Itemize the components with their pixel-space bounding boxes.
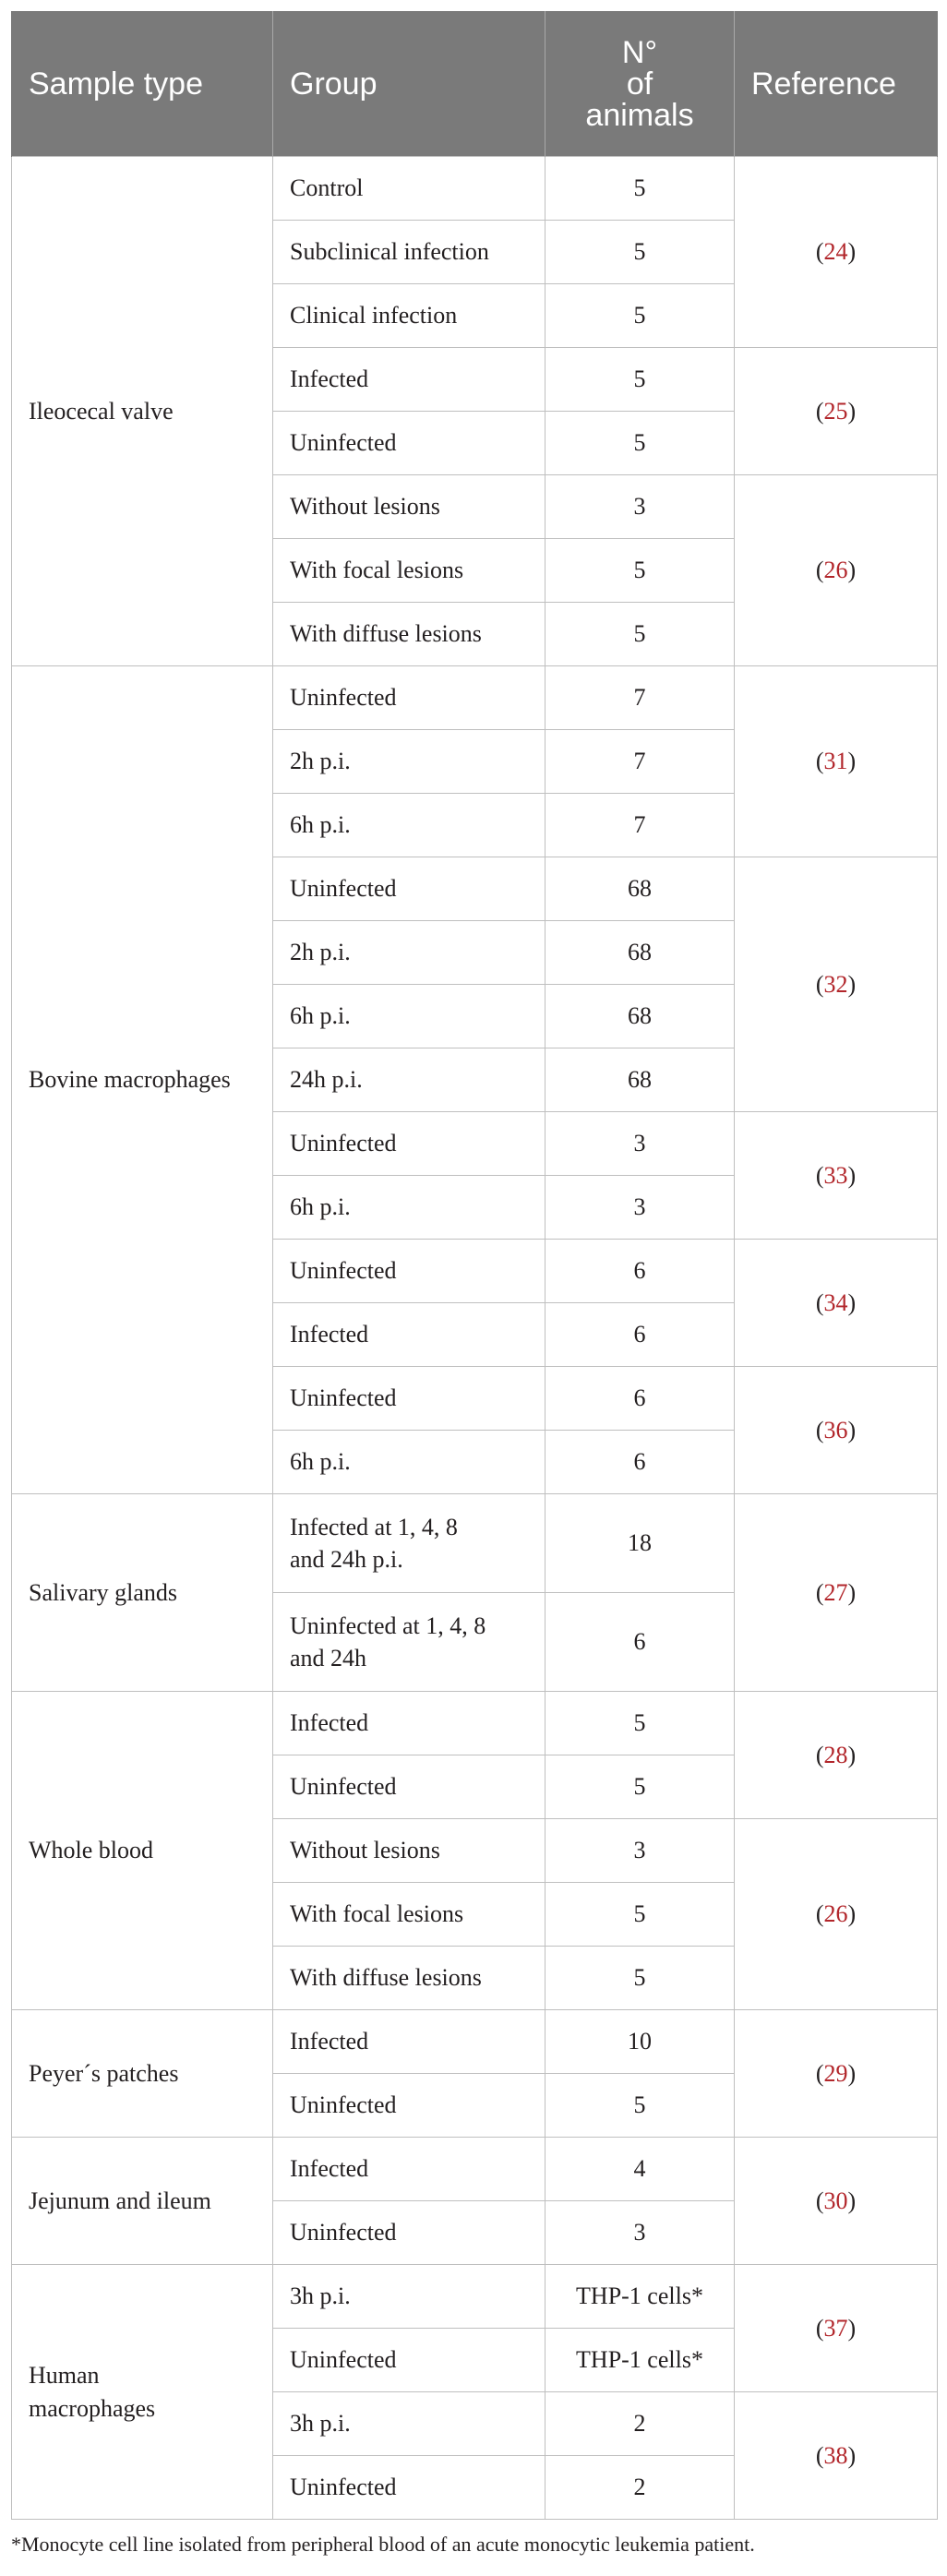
reference-link[interactable]: 24 [823,238,848,266]
n-animals-cell: 6 [545,1240,735,1303]
n-animals-cell: 4 [545,2138,735,2201]
group-cell: With focal lesions [273,1883,545,1947]
header-group: Group [273,11,545,157]
sample-type-cell [12,2265,273,2520]
reference-cell: (32) [735,857,938,1112]
n-animals-cell: 68 [545,985,735,1048]
reference-link[interactable]: 29 [823,2059,848,2087]
n-animals-cell: 7 [545,730,735,794]
group-line2: and 24h p.i. [290,1546,403,1573]
reference-cell: (33) [735,1112,938,1240]
reference-link[interactable]: 33 [823,1161,848,1189]
reference-link[interactable]: 34 [823,1288,848,1316]
group-cell: Infected [273,348,545,412]
n-animals-cell: 5 [545,1883,735,1947]
reference-link[interactable]: 26 [823,557,848,584]
reference-cell: (28) [735,1692,938,1819]
n-animals-cell: 6 [545,1367,735,1431]
reference-cell: (34) [735,1240,938,1367]
group-line2: and 24h [290,1645,367,1671]
group-cell: 24h p.i. [273,1048,545,1112]
n-animals-cell: 68 [545,857,735,921]
reference-cell: (25) [735,348,938,475]
n-animals-cell: 5 [545,1692,735,1755]
n-animals-cell: THP-1 cells* [545,2265,735,2329]
reference-link[interactable]: 31 [823,748,848,775]
group-cell: Without lesions [273,475,545,539]
group-cell [273,1593,545,1692]
n-animals-cell: 5 [545,2074,735,2138]
reference-cell: (24) [735,157,938,348]
reference-cell: (36) [735,1367,938,1494]
group-cell: Infected [273,1303,545,1367]
reference-link[interactable]: 32 [823,970,848,998]
header-n-line1: N° [621,34,658,70]
table-row [12,2138,938,2201]
sample-type-cell: Jejunum and ileum [12,2138,273,2265]
group-cell: 2h p.i. [273,730,545,794]
header-n-animals [545,11,735,157]
group-cell: Clinical infection [273,284,545,348]
group-line1: Uninfected at 1, 4, 8 [290,1611,486,1639]
group-cell: With diffuse lesions [273,603,545,666]
group-cell: Uninfected [273,1112,545,1176]
n-animals-cell: 10 [545,2010,735,2074]
group-cell: Uninfected [273,2456,545,2520]
n-animals-cell: 5 [545,1947,735,2010]
n-animals-cell: 3 [545,2201,735,2265]
group-cell: 6h p.i. [273,985,545,1048]
reference-cell: (27) [735,1494,938,1692]
sample-type-cell: Peyer´s patches [12,2010,273,2138]
n-animals-cell: 7 [545,794,735,857]
header-row [12,11,938,157]
table-container [11,11,937,2557]
n-animals-cell: 3 [545,1819,735,1883]
reference-link[interactable]: 30 [823,2187,848,2214]
group-cell: Uninfected [273,1367,545,1431]
table-header [12,11,938,157]
n-animals-cell: 2 [545,2392,735,2456]
header-n-line3: animals [585,97,694,133]
group-cell: Uninfected [273,1755,545,1819]
group-cell: Uninfected [273,1240,545,1303]
reference-link[interactable]: 26 [823,1900,848,1928]
n-animals-cell: 3 [545,1112,735,1176]
group-cell: Uninfected [273,857,545,921]
group-cell: Uninfected [273,412,545,475]
group-cell: Uninfected [273,666,545,730]
table-row [12,1494,938,1593]
reference-cell: (37) [735,2265,938,2392]
n-animals-cell: 3 [545,1176,735,1240]
n-animals-cell: 5 [545,1755,735,1819]
group-cell: Subclinical infection [273,221,545,284]
header-reference: Reference [735,11,938,157]
table-row [12,1692,938,1755]
group-cell: Uninfected [273,2074,545,2138]
n-animals-cell: 68 [545,1048,735,1112]
group-cell: 6h p.i. [273,1431,545,1494]
n-animals-cell: 5 [545,412,735,475]
group-cell: Infected [273,1692,545,1755]
samples-table [11,11,938,2520]
group-cell: Uninfected [273,2201,545,2265]
n-animals-cell: THP-1 cells* [545,2329,735,2392]
reference-cell: (26) [735,475,938,666]
reference-cell: (38) [735,2392,938,2520]
group-cell: 6h p.i. [273,1176,545,1240]
table-row [12,157,938,221]
sample-type-cell: Salivary glands [12,1494,273,1692]
n-animals-cell: 5 [545,284,735,348]
table-row [12,666,938,730]
sample-type-cell: Bovine macrophages [12,666,273,1494]
sample-type-cell: Whole blood [12,1692,273,2010]
group-cell [273,1494,545,1593]
reference-link[interactable]: 37 [823,2314,848,2342]
group-cell: Infected [273,2138,545,2201]
header-sample-type: Sample type [12,11,273,157]
group-cell: 3h p.i. [273,2265,545,2329]
n-animals-cell: 3 [545,475,735,539]
n-animals-cell: 68 [545,921,735,985]
reference-cell: (26) [735,1819,938,2010]
sample-type-cell: Ileocecal valve [12,157,273,666]
group-cell: Uninfected [273,2329,545,2392]
reference-link[interactable]: 28 [823,1741,848,1768]
reference-cell: (30) [735,2138,938,2265]
group-cell: With focal lesions [273,539,545,603]
header-n-line2: of [626,66,653,102]
n-animals-cell: 5 [545,157,735,221]
table-row [12,2010,938,2074]
n-animals-cell: 5 [545,539,735,603]
group-cell: Without lesions [273,1819,545,1883]
table-row [12,2265,938,2329]
sample-line2: macrophages [29,2394,156,2422]
reference-link[interactable]: 25 [823,397,848,425]
sample-line1: Human [29,2362,100,2390]
n-animals-cell: 5 [545,603,735,666]
table-body [12,157,938,2520]
reference-link[interactable]: 38 [823,2441,848,2469]
n-animals-cell: 6 [545,1303,735,1367]
reference-link[interactable]: 36 [823,1416,848,1444]
table-footnote: *Monocyte cell line isolated from peripheral blood of an acute monocytic leukemia patient. [11,2533,755,2556]
group-cell: 6h p.i. [273,794,545,857]
n-animals-cell: 7 [545,666,735,730]
reference-link[interactable]: 27 [823,1578,848,1606]
group-cell: Infected [273,2010,545,2074]
group-cell: 2h p.i. [273,921,545,985]
n-animals-cell: 5 [545,221,735,284]
group-line1: Infected at 1, 4, 8 [290,1513,458,1540]
n-animals-cell: 2 [545,2456,735,2520]
n-animals-cell: 5 [545,348,735,412]
group-cell: Control [273,157,545,221]
reference-cell: (31) [735,666,938,857]
reference-cell: (29) [735,2010,938,2138]
n-animals-cell: 18 [545,1494,735,1593]
n-animals-cell: 6 [545,1431,735,1494]
group-cell: 3h p.i. [273,2392,545,2456]
n-animals-cell: 6 [545,1593,735,1692]
group-cell: With diffuse lesions [273,1947,545,2010]
